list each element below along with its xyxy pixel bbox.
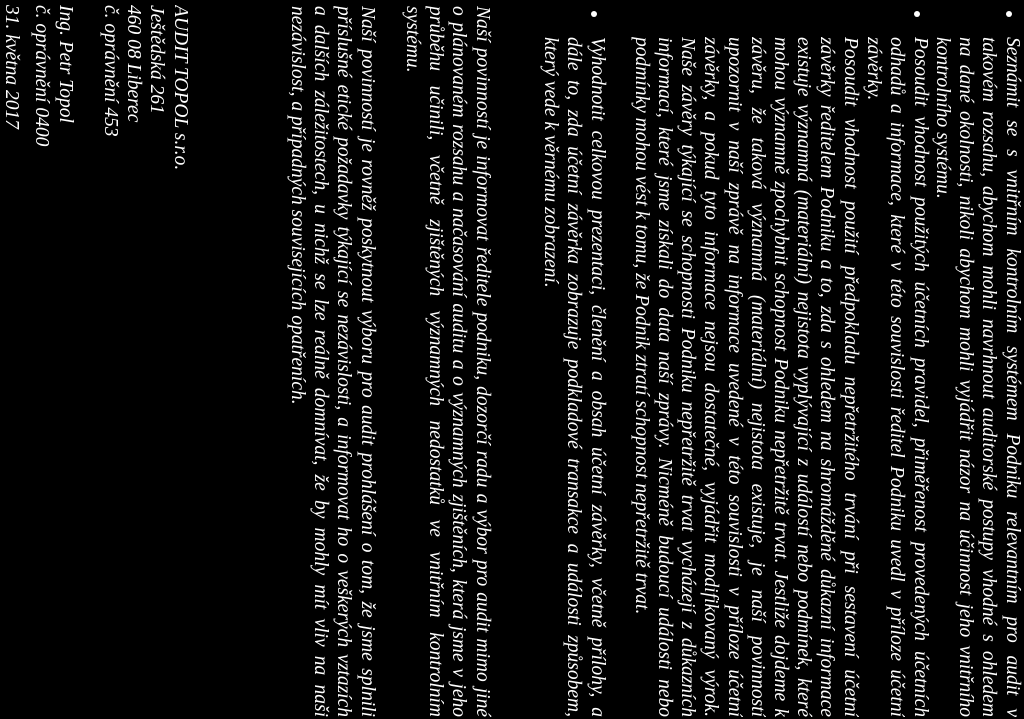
firm-street: Ještědská 261 xyxy=(146,5,168,114)
indented-paragraph xyxy=(630,37,862,717)
bullet-icon xyxy=(1006,11,1012,17)
text-line: o plánovaném rozsahu a načasování auditu a o významných zjištěních, která jsme v jeho xyxy=(448,6,470,717)
text-line: upozornit v naší zprávě na informace uvedené v této souvislosti v příloze účetní xyxy=(723,37,745,717)
text-line: průběhu učinili, včetně zjištěných významných nedostatků ve vnitřním kontrolním xyxy=(425,6,447,717)
bullet-item xyxy=(862,37,932,717)
text-line: dále to, zda účetní závěrka zobrazuje podkladové transakce a události způsobem, xyxy=(563,37,585,717)
firm-city: 460 08 Liberec xyxy=(123,5,145,123)
auditor-block xyxy=(30,5,76,425)
text-line: informací, které jsme získali do data naší zprávy. Nicméně budoucí události nebo xyxy=(654,37,676,717)
text-line: který vede k věrnému zobrazení. xyxy=(540,37,562,288)
text-line: nezávislost, a případných souvisejících opatřeních. xyxy=(287,6,309,405)
text-line: Seznámit se s vnitřním kontrolním systémem Podniku relevantním pro audit v xyxy=(1001,37,1023,717)
auditor-license: č. oprávnění 0400 xyxy=(31,5,53,147)
text-line: Vyhodnotit celkovou prezentaci, členění a obsah účetní závěrky, včetně přílohy, a xyxy=(586,37,608,717)
text-line: existuje významná (materiální) nejistota vyplývající z událostí nebo podmínek, které xyxy=(793,37,815,717)
report-date xyxy=(0,5,23,425)
text-line: takovém rozsahu, abychom mohli navrhnout auditorské postupy vhodné s ohledem xyxy=(978,37,1000,717)
text-line: Posoudit vhodnost použití předpokladu nepřetržitého trvání při sestavení účetní xyxy=(839,37,861,717)
text-line: mohou významně zpochybnit schopnost Podniku nepřetržitě trvat. Jestliže dojdeme k xyxy=(770,37,792,717)
text-line: odhadů a informace, které v této souvislosti ředitel Podniku uvedl v příloze účetní xyxy=(886,37,908,717)
bullet-icon xyxy=(914,11,920,17)
text-line: na dané okolnosti, nikoli abychom mohli vyjádřit názor na účinnost jeho vnitřního xyxy=(955,37,977,717)
auditor-name: Ing. Petr Topol xyxy=(54,5,76,123)
text-line: Naší povinností je rovněž poskytnout výboru pro audit prohlášení o tom, že jsme splnili xyxy=(356,6,378,717)
firm-name: AUDIT TOPOL s.r.o. xyxy=(169,5,191,171)
firm-license: č. oprávnění 453 xyxy=(100,5,122,137)
text-line: Naší povinností je informovat ředitele podniku, dozorčí radu a výbor pro audit mimo jiné xyxy=(471,6,493,717)
text-line: podmínky mohou vést k tomu, že Podnik ztratí schopnost nepřetržitě trvat. xyxy=(630,37,652,615)
text-line: Posoudit vhodnost použitých účetních pravidel, přiměřenost provedených účetních xyxy=(909,37,931,717)
bullet-item xyxy=(539,37,609,717)
text-line: závěrky ředitelem Podniku a to, zda s ohledem na shromážděné důkazní informace xyxy=(816,37,838,717)
text-line: závěrky, a pokud tyto informace nejsou dostatečné, vyjádřit modifikovaný výrok. xyxy=(700,37,722,717)
text-line: systému. xyxy=(402,6,424,73)
text-line: příslušné etické požadavky týkající se nezávislosti, a informovat ho o veškerých vztazích xyxy=(333,6,355,717)
text-line: kontrolního systému. xyxy=(932,37,954,199)
text-line: závěrky. xyxy=(863,37,885,101)
paragraph xyxy=(401,6,494,717)
auditor-firm-block xyxy=(99,5,192,425)
paragraph xyxy=(286,6,379,717)
text-line: Naše závěry týkající se schopnosti Podniku nepřetržitě trvat vycházejí z důkazních xyxy=(677,37,699,717)
text-line: závěru, že taková významná (materiální) nejistota existuje, je naší povinností xyxy=(746,37,768,717)
bullet-item xyxy=(931,37,1024,717)
bullet-icon xyxy=(591,11,597,17)
text-line: a dalších záležitostech, u nichž se lze reálně domnívat, že by mohly mít vliv na naši xyxy=(310,6,332,717)
date-text: 31. května 2017 xyxy=(1,5,23,130)
